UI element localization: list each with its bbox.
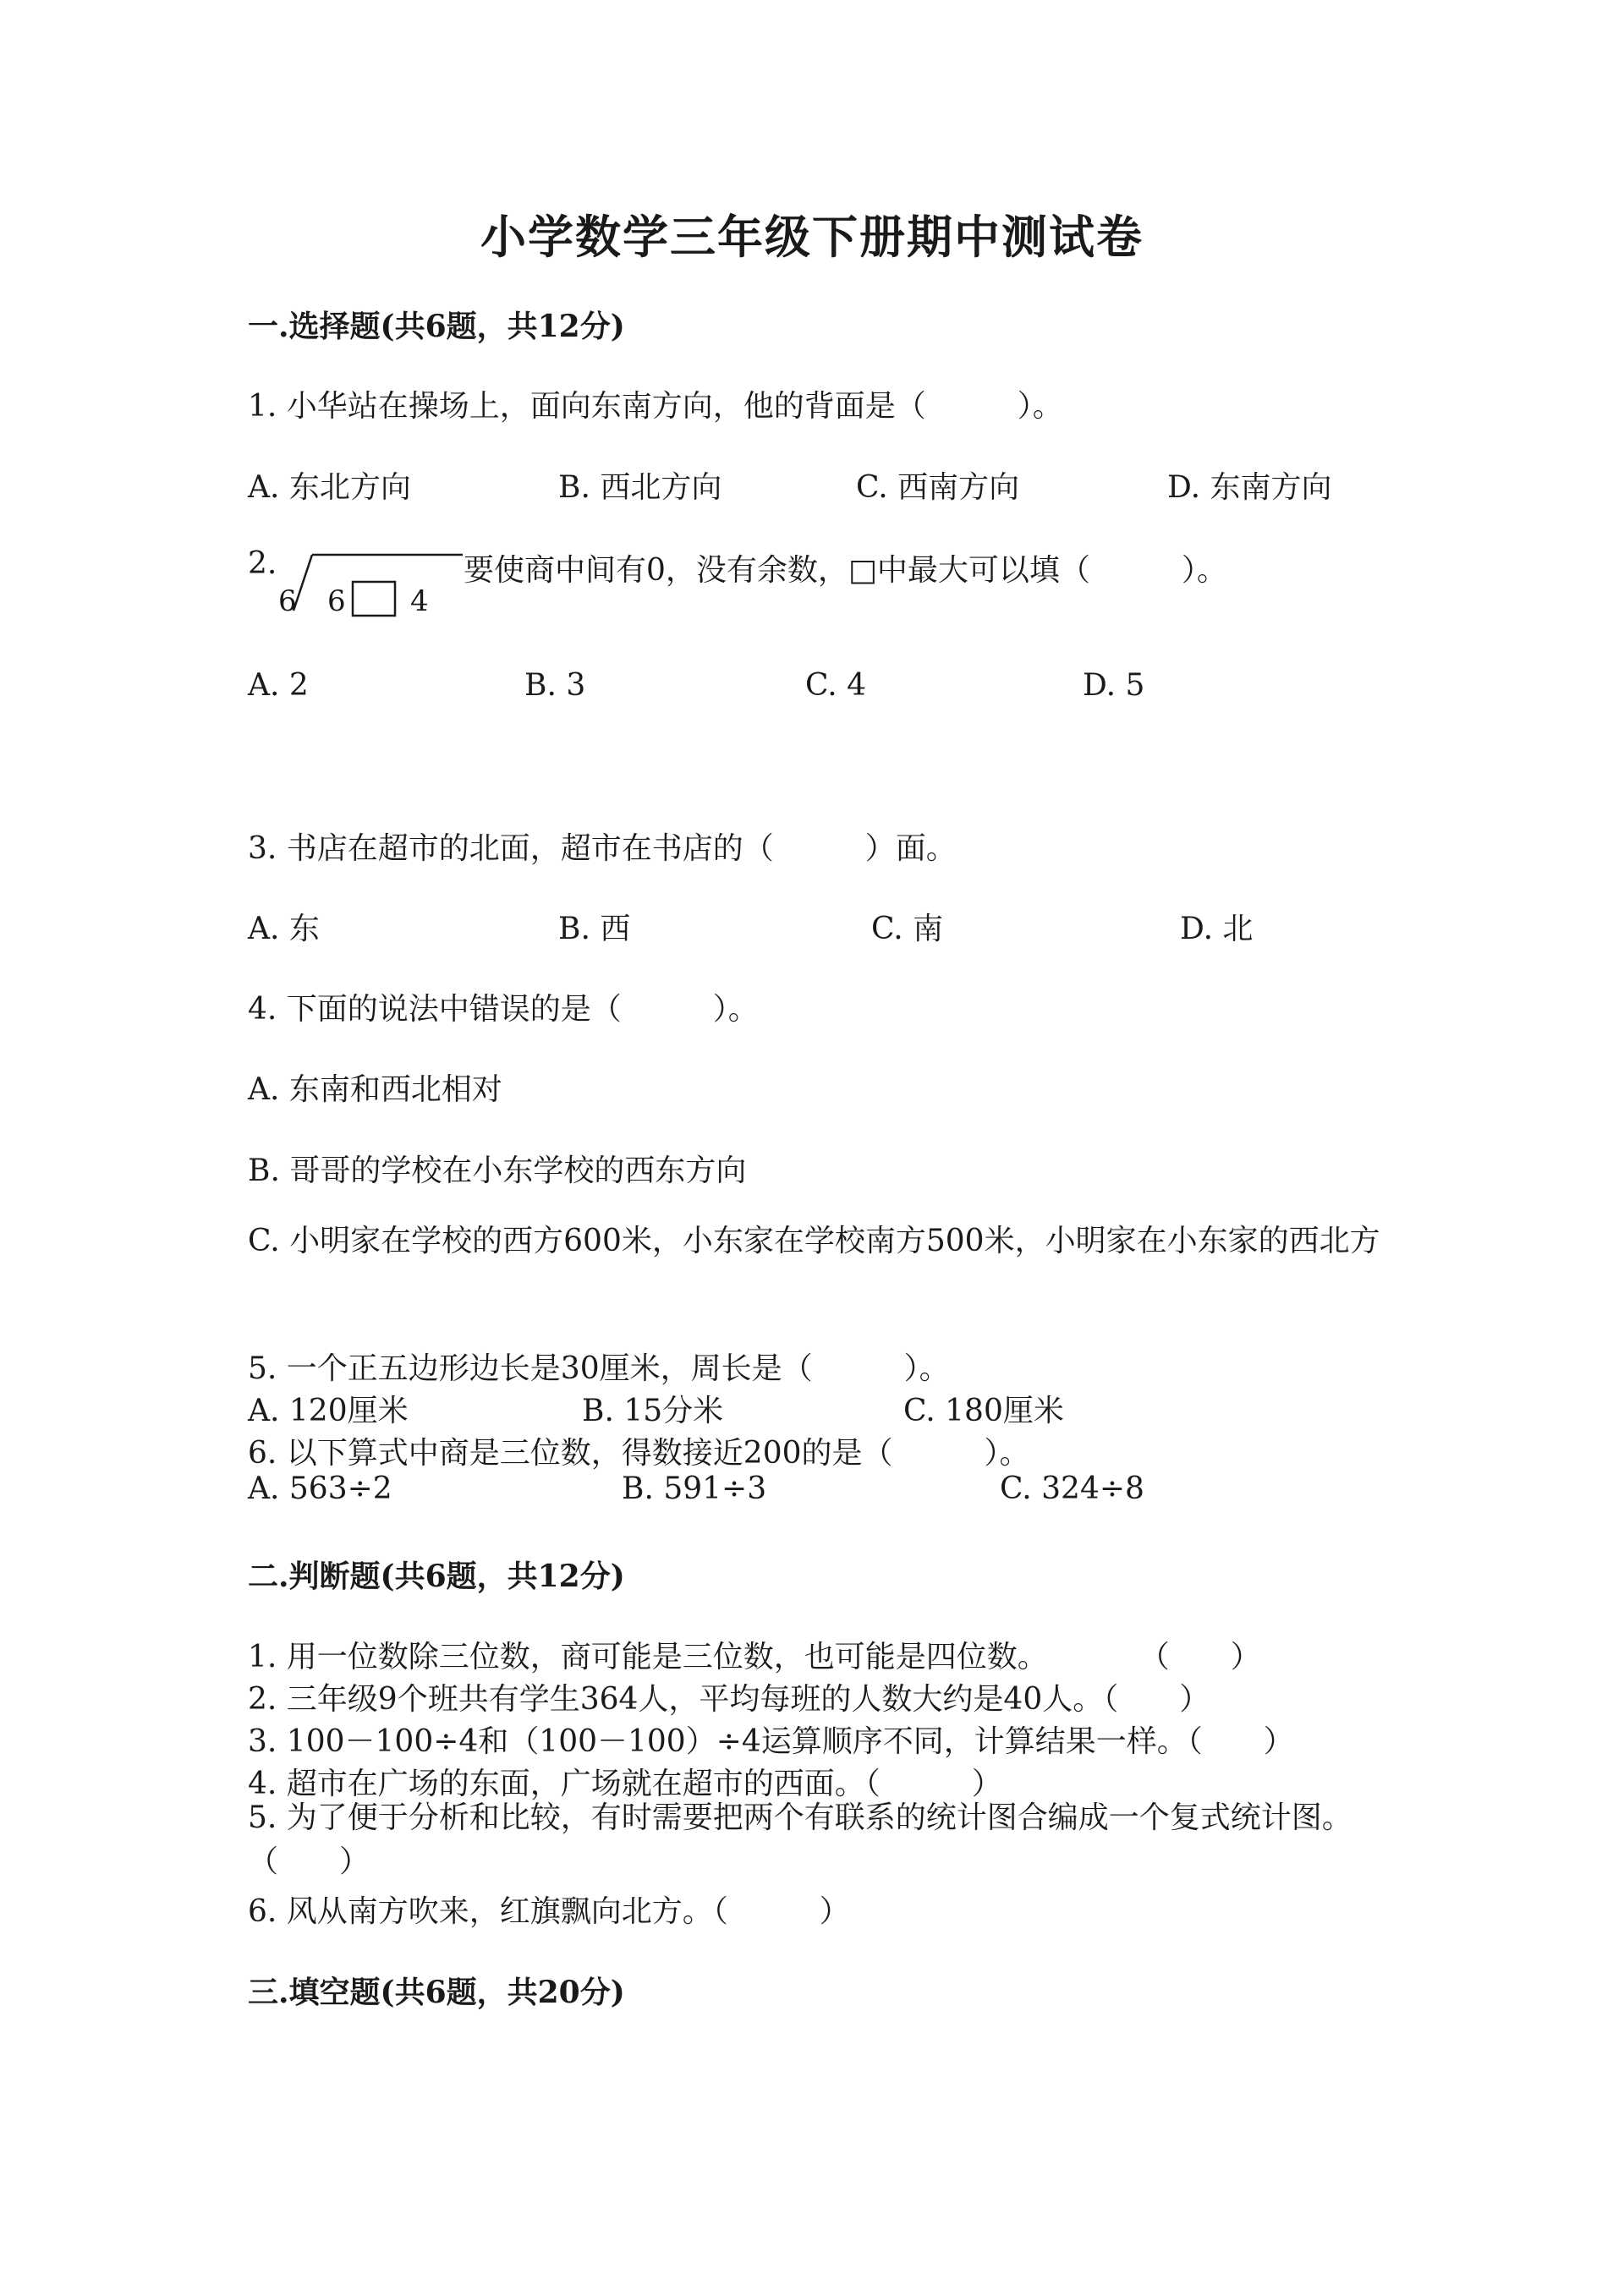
q2-option-d: D. 5 bbox=[1083, 668, 1145, 703]
question-1-stem: 1. 小华站在操场上，面向东南方向，他的背面是（ ）。 bbox=[248, 389, 1063, 424]
q4-option-b: B. 哥哥的学校在小东学校的西东方向 bbox=[248, 1153, 747, 1188]
judge-item: 1. 用一位数除三位数，商可能是三位数，也可能是四位数。 （ ） bbox=[248, 1640, 1261, 1674]
q1-option-b: B. 西北方向 bbox=[558, 470, 722, 505]
long-division-figure bbox=[275, 548, 469, 624]
q5-option-c: C. 180厘米 bbox=[903, 1394, 1064, 1428]
dividend-last-digit: 4 bbox=[410, 584, 429, 618]
q2-option-b: B. 3 bbox=[524, 668, 586, 703]
question-6-stem: 6. 以下算式中商是三位数，得数接近200的是（ ）。 bbox=[248, 1436, 1030, 1471]
q6-option-a: A. 563÷2 bbox=[248, 1471, 392, 1506]
q1-option-a: A. 东北方向 bbox=[248, 470, 411, 505]
question-2-stem: 要使商中间有0，没有余数，□中最大可以填（ ）。 bbox=[464, 553, 1227, 588]
q3-option-d: D. 北 bbox=[1180, 912, 1254, 946]
q1-option-c: C. 西南方向 bbox=[856, 470, 1020, 505]
judge-item: 6. 风从南方吹来，红旗飘向北方。（ ） bbox=[248, 1894, 850, 1929]
judge-item: 4. 超市在广场的东面，广场就在超市的西面。（ ） bbox=[248, 1767, 1002, 1801]
q1-option-d: D. 东南方向 bbox=[1167, 470, 1332, 505]
judge-item: 2. 三年级9个班共有学生364人，平均每班的人数大约是40人。（ ） bbox=[248, 1682, 1210, 1717]
q3-option-c: C. 南 bbox=[871, 912, 944, 946]
q4-option-c: C. 小明家在学校的西方600米，小东家在学校南方500米，小明家在小东家的西北方 bbox=[248, 1224, 1380, 1258]
dividend-first-digit: 6 bbox=[327, 584, 346, 618]
q3-option-b: B. 西 bbox=[558, 912, 631, 946]
judge-item: 3. 100－100÷4和（100－100）÷4运算顺序不同，计算结果一样。（ ） bbox=[248, 1724, 1294, 1759]
page-title: 小学数学三年级下册期中测试卷 bbox=[480, 210, 1144, 264]
question-5-stem: 5. 一个正五边形边长是30厘米，周长是（ ）。 bbox=[248, 1351, 950, 1386]
question-4-stem: 4. 下面的说法中错误的是（ ）。 bbox=[248, 992, 759, 1027]
blank-box bbox=[353, 582, 395, 616]
section-heading-fill: 三.填空题(共6题，共20分) bbox=[248, 1975, 625, 2010]
q6-option-c: C. 324÷8 bbox=[1000, 1471, 1144, 1506]
q6-option-b: B. 591÷3 bbox=[622, 1471, 767, 1506]
q2-option-c: C. 4 bbox=[805, 668, 867, 703]
q2-option-a: A. 2 bbox=[248, 668, 309, 703]
q3-option-a: A. 东 bbox=[248, 912, 320, 946]
q5-option-a: A. 120厘米 bbox=[248, 1394, 409, 1428]
judge-item: 5. 为了便于分析和比较，有时需要把两个有联系的统计图合编成一个复式统计图。（ ） bbox=[248, 1800, 1352, 1879]
question-2-number: 2. bbox=[248, 546, 277, 581]
section-heading-judge: 二.判断题(共6题，共12分) bbox=[248, 1559, 625, 1594]
section-heading-choice: 一.选择题(共6题，共12分) bbox=[248, 309, 625, 344]
q4-option-a: A. 东南和西北相对 bbox=[248, 1072, 502, 1107]
q5-option-b: B. 15分米 bbox=[582, 1394, 724, 1428]
divisor-digit: 6 bbox=[278, 584, 297, 618]
question-3-stem: 3. 书店在超市的北面，超市在书店的（ ）面。 bbox=[248, 831, 957, 866]
